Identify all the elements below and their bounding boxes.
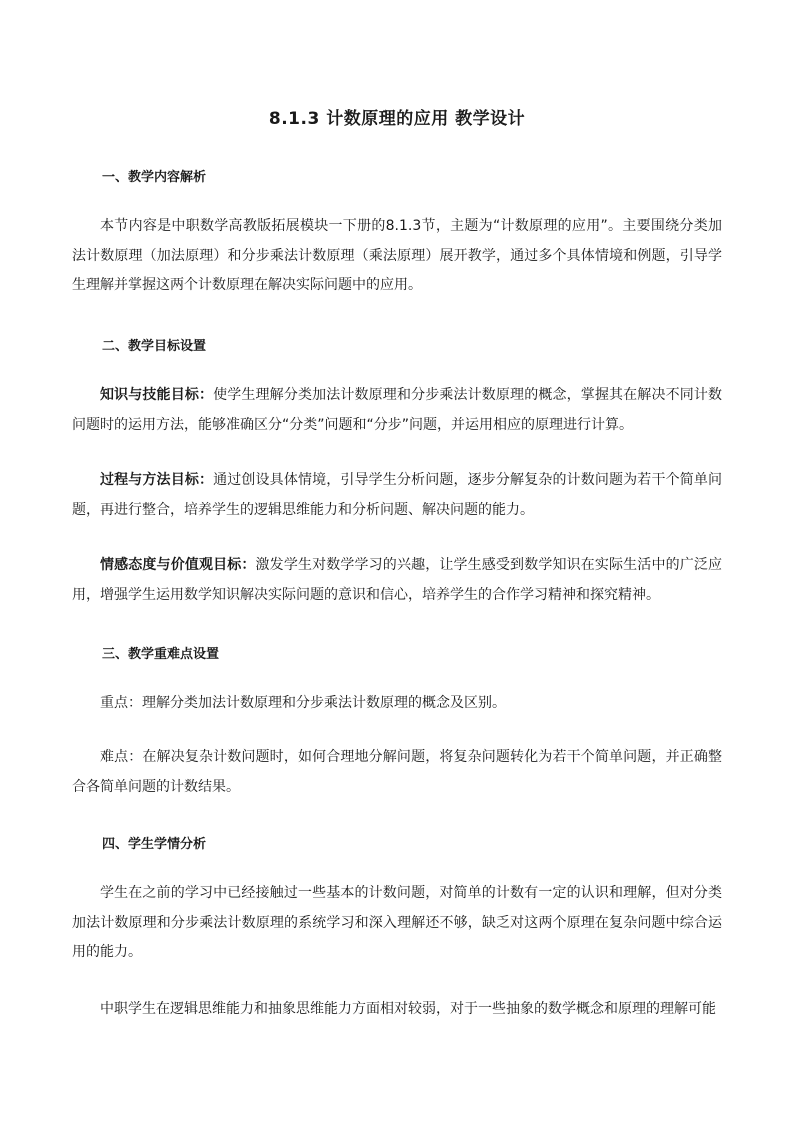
paragraph-text: 通过创设具体情境，引导学生分析问题，逐步分解复杂的计数问题为若干个简单问题，再进行整合，培养学生的逻辑思维能力和分析问题、解决问题的能力。 [72,472,723,518]
paragraph-text: 难点：在解决复杂计数问题时，如何合理地分解问题，将复杂问题转化为若干个简单问题，并正确整合各简单问题的计数结果。 [72,749,722,795]
paragraph-emotion-values-goal [72,551,722,610]
goal-lead-label: 情感态度与价值观目标： [100,557,256,573]
paragraph-text: 激发学生对数学学习的兴趣，让学生感受到数学知识在实际生活中的广泛应用，增强学生运用数学知识解决实际问题的意识和信心，培养学生的合作学习精神和探究精神。 [72,557,723,603]
section-heading-content-analysis: 一、教学内容解析 [102,170,207,185]
paragraph-student-ability [72,995,722,1025]
document-title: 8.1.3 计数原理的应用 教学设计 [268,109,526,129]
goal-lead-label: 过程与方法目标： [100,472,214,488]
section-heading-student-analysis: 四、学生学情分析 [102,837,207,852]
paragraph-knowledge-skills-goal [72,381,722,440]
paragraph-content-analysis [72,212,722,301]
paragraph-text: 学生在之前的学习中已经接触过一些基本的计数问题，对简单的计数有一定的认识和理解，但对分类加法计数原理和分步乘法计数原理的系统学习和深入理解还不够，缺乏对这两个原理在复杂问题中综合运用的能力。 [72,885,722,960]
paragraph-process-method-goal [72,466,722,525]
paragraph-text: 重点：理解分类加法计数原理和分步乘法计数原理的概念及区别。 [100,695,506,711]
paragraph-text: 使学生理解分类加法计数原理和分步乘法计数原理的概念，掌握其在解决不同计数问题时的运用方法，能够准确区分“分类”问题和“分步”问题，并运用相应的原理进行计算。 [72,387,723,433]
paragraph-text: 中职学生在逻辑思维能力和抽象思维能力方面相对较弱，对于一些抽象的数学概念和原理的理解可能 [100,1001,716,1017]
goal-lead-label: 知识与技能目标： [100,387,214,403]
paragraph-student-prior-knowledge [72,879,722,968]
section-heading-teaching-goals: 二、教学目标设置 [102,339,207,354]
paragraph-key-point [72,689,722,719]
section-heading-key-difficult-points: 三、教学重难点设置 [102,647,220,662]
paragraph-difficult-point [72,743,722,802]
paragraph-text: 本节内容是中职数学高教版拓展模块一下册的8.1.3节，主题为“计数原理的应用”。主要围绕分类加法计数原理（加法原理）和分步乘法计数原理（乘法原理）展开教学，通过多个具体情境和例题，引导学生理解并掌握这两个计数原理在解决实际问题中的应用。 [72,218,722,293]
